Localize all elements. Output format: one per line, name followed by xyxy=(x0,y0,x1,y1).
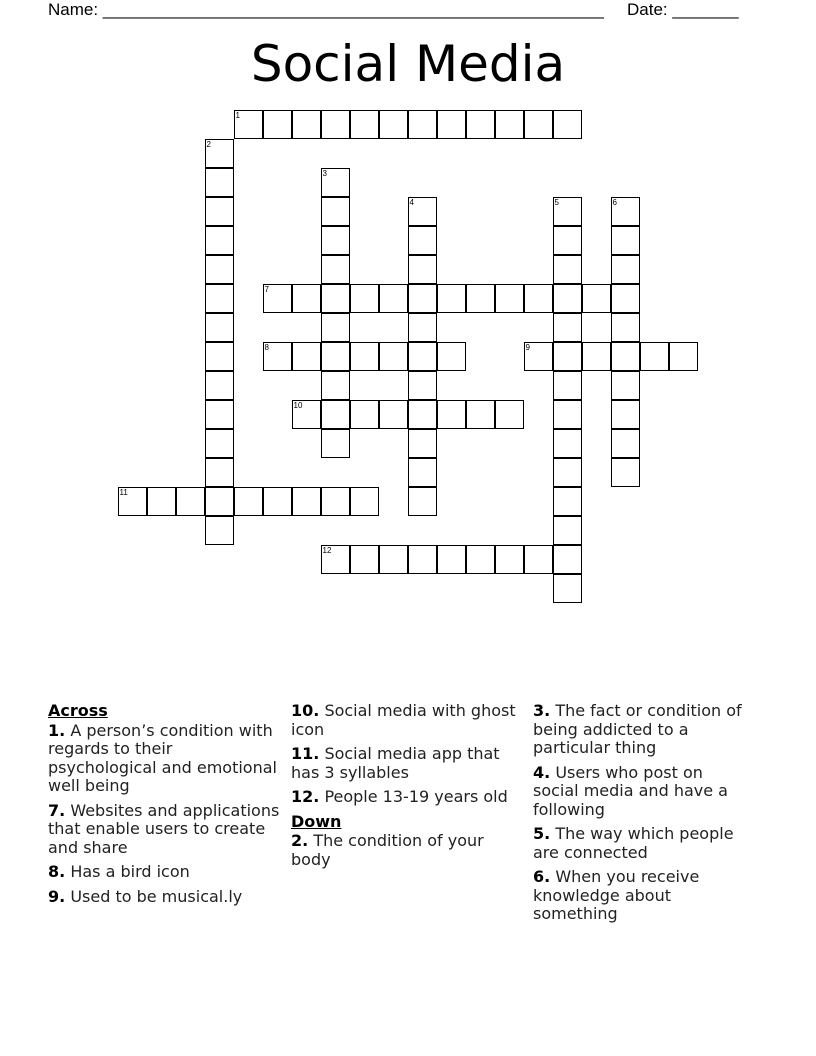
grid-cell[interactable] xyxy=(205,458,234,487)
grid-cell[interactable] xyxy=(611,400,640,429)
clues-column-1 xyxy=(48,702,283,912)
grid-cell[interactable] xyxy=(321,342,350,371)
grid-cell[interactable] xyxy=(205,197,234,226)
grid-cell[interactable] xyxy=(640,342,669,371)
grid-cell[interactable] xyxy=(553,371,582,400)
clue-text: People 13-19 years old xyxy=(324,787,508,806)
grid-cell[interactable] xyxy=(350,284,379,313)
grid-cell[interactable] xyxy=(408,545,437,574)
grid-cell[interactable] xyxy=(524,110,553,139)
grid-cell[interactable] xyxy=(205,226,234,255)
clue-number: 3. xyxy=(533,701,551,720)
clue-number: 4. xyxy=(533,762,551,782)
grid-clue-number: 10 xyxy=(293,401,303,410)
grid-cell[interactable] xyxy=(611,429,640,458)
clue-across-7 xyxy=(48,802,283,858)
grid-cell[interactable] xyxy=(408,342,437,371)
grid-clue-number: 2 xyxy=(206,140,211,149)
grid-clue-number: 11 xyxy=(119,488,128,497)
grid-cell[interactable] xyxy=(205,168,234,197)
grid-cell[interactable] xyxy=(379,400,408,429)
grid-clue-number: 8 xyxy=(264,343,269,352)
grid-cell[interactable] xyxy=(263,110,292,139)
clues-column-2 xyxy=(291,702,521,875)
grid-cell[interactable] xyxy=(408,226,437,255)
clue-text: A person’s condition with regards to their psychological and emotional well being xyxy=(48,720,277,795)
grid-cell[interactable] xyxy=(205,371,234,400)
grid-cell[interactable] xyxy=(611,342,640,371)
grid-cell[interactable] xyxy=(553,284,582,313)
clue-down-4 xyxy=(533,764,753,820)
grid-cell[interactable] xyxy=(234,487,263,516)
grid-cell[interactable] xyxy=(553,255,582,284)
grid-cell[interactable] xyxy=(379,110,408,139)
clue-across-9 xyxy=(48,888,283,907)
grid-clue-number: 6 xyxy=(612,198,617,207)
grid-cell[interactable] xyxy=(292,487,321,516)
grid-clue-number: 3 xyxy=(322,169,327,178)
grid-cell[interactable] xyxy=(147,487,176,516)
grid-cell[interactable] xyxy=(408,255,437,284)
clue-number: 12. xyxy=(291,787,320,806)
down-heading: Down xyxy=(291,811,342,831)
grid-cell[interactable] xyxy=(379,545,408,574)
grid-cell[interactable] xyxy=(408,429,437,458)
grid-cell[interactable] xyxy=(437,545,466,574)
grid-cell[interactable] xyxy=(611,371,640,400)
grid-cell[interactable] xyxy=(466,110,495,139)
grid-cell[interactable] xyxy=(524,284,553,313)
grid-cell[interactable] xyxy=(437,400,466,429)
grid-cell[interactable] xyxy=(321,429,350,458)
grid-cell[interactable] xyxy=(321,226,350,255)
grid-cell[interactable] xyxy=(205,342,234,371)
grid-cell[interactable] xyxy=(611,313,640,342)
grid-cell[interactable] xyxy=(408,284,437,313)
clue-number: 8. xyxy=(48,862,66,881)
clue-across-12 xyxy=(291,788,521,807)
grid-cell[interactable] xyxy=(553,429,582,458)
grid-cell[interactable] xyxy=(437,284,466,313)
grid-cell[interactable] xyxy=(553,545,582,574)
grid-cell[interactable] xyxy=(350,487,379,516)
grid-cell[interactable] xyxy=(669,342,698,371)
grid-clue-number: 9 xyxy=(525,343,530,352)
grid-cell[interactable] xyxy=(205,255,234,284)
clue-across-11 xyxy=(291,745,521,782)
grid-cell[interactable] xyxy=(350,545,379,574)
grid-cell[interactable] xyxy=(321,110,350,139)
across-heading: Across xyxy=(48,701,108,720)
clue-text: The way which people are connected xyxy=(533,824,734,862)
clue-number: 7. xyxy=(48,800,66,820)
grid-clue-number: 7 xyxy=(264,285,269,294)
grid-cell[interactable] xyxy=(379,342,408,371)
clue-text: Has a bird icon xyxy=(70,862,190,881)
clues-column-3 xyxy=(533,702,753,930)
clue-down-2 xyxy=(291,832,521,869)
grid-cell[interactable] xyxy=(495,545,524,574)
clue-number: 11. xyxy=(291,744,320,763)
grid-clue-number: 1 xyxy=(235,111,240,120)
clue-text: When you receive knowledge about something xyxy=(533,867,700,923)
grid-cell[interactable] xyxy=(321,255,350,284)
grid-cell[interactable] xyxy=(437,342,466,371)
clue-text: Used to be musical.ly xyxy=(70,886,243,906)
grid-cell[interactable] xyxy=(321,400,350,429)
clue-down-3 xyxy=(533,702,753,758)
grid-cell[interactable] xyxy=(205,313,234,342)
grid-cell[interactable] xyxy=(553,574,582,603)
grid-cell[interactable] xyxy=(379,284,408,313)
grid-cell[interactable] xyxy=(263,487,292,516)
grid-cell[interactable] xyxy=(408,487,437,516)
clue-text: Social media app that has 3 syllables xyxy=(291,744,500,782)
grid-cell[interactable] xyxy=(350,342,379,371)
grid-cell[interactable] xyxy=(292,284,321,313)
clue-across-1 xyxy=(48,722,283,796)
grid-cell[interactable] xyxy=(350,400,379,429)
grid-cell[interactable] xyxy=(524,545,553,574)
grid-cell[interactable] xyxy=(495,400,524,429)
clue-number: 1. xyxy=(48,720,66,740)
grid-cell[interactable] xyxy=(582,342,611,371)
clue-number: 6. xyxy=(533,867,551,886)
grid-cell[interactable] xyxy=(582,284,611,313)
clue-text: Social media with ghost icon xyxy=(291,701,516,739)
grid-cell[interactable] xyxy=(553,458,582,487)
grid-cell[interactable] xyxy=(553,487,582,516)
clue-number: 9. xyxy=(48,886,66,906)
clue-across-10 xyxy=(291,702,521,739)
grid-cell[interactable] xyxy=(611,255,640,284)
clue-down-6 xyxy=(533,868,753,924)
grid-cell[interactable] xyxy=(408,400,437,429)
grid-cell[interactable] xyxy=(321,371,350,400)
clue-text: Users who post on social media and have a following xyxy=(533,762,728,819)
grid-cell[interactable] xyxy=(466,545,495,574)
clue-down-5 xyxy=(533,825,753,862)
grid-cell[interactable] xyxy=(553,516,582,545)
clue-number: 2. xyxy=(291,831,309,850)
grid-cell[interactable] xyxy=(292,342,321,371)
grid-cell[interactable] xyxy=(553,342,582,371)
grid-cell[interactable] xyxy=(553,226,582,255)
grid-cell[interactable] xyxy=(611,284,640,313)
grid-cell[interactable] xyxy=(205,516,234,545)
date-field-label: Date: _______ xyxy=(627,0,739,19)
grid-cell[interactable] xyxy=(205,429,234,458)
grid-cell[interactable] xyxy=(437,110,466,139)
name-field-label: Name: _____________________________________________________ xyxy=(48,0,604,19)
grid-cell[interactable] xyxy=(321,313,350,342)
grid-cell[interactable] xyxy=(292,110,321,139)
grid-cell[interactable] xyxy=(553,110,582,139)
grid-clue-number: 4 xyxy=(409,198,414,207)
page-title: Social Media xyxy=(250,35,566,93)
grid-cell[interactable] xyxy=(408,371,437,400)
grid-cell[interactable] xyxy=(205,400,234,429)
grid-cell[interactable] xyxy=(466,284,495,313)
grid-cell[interactable] xyxy=(495,110,524,139)
clue-text: The condition of your body xyxy=(291,831,484,869)
clue-number: 5. xyxy=(533,824,551,843)
clue-across-8 xyxy=(48,863,283,882)
grid-cell[interactable] xyxy=(321,487,350,516)
grid-cell[interactable] xyxy=(408,110,437,139)
clue-text: Websites and applications that enable users to create and share xyxy=(48,800,280,857)
grid-cell[interactable] xyxy=(321,284,350,313)
grid-clue-number: 5 xyxy=(554,198,559,207)
grid-cell[interactable] xyxy=(408,458,437,487)
grid-cell[interactable] xyxy=(205,284,234,313)
grid-cell[interactable] xyxy=(408,313,437,342)
grid-cell[interactable] xyxy=(611,226,640,255)
grid-cell[interactable] xyxy=(350,110,379,139)
grid-cell[interactable] xyxy=(205,487,234,516)
grid-cell[interactable] xyxy=(553,400,582,429)
grid-cell[interactable] xyxy=(176,487,205,516)
grid-cell[interactable] xyxy=(611,458,640,487)
clue-number: 10. xyxy=(291,701,320,720)
grid-cell[interactable] xyxy=(495,284,524,313)
grid-cell[interactable] xyxy=(321,197,350,226)
grid-cell[interactable] xyxy=(553,313,582,342)
grid-cell[interactable] xyxy=(466,400,495,429)
grid-clue-number: 12 xyxy=(322,546,332,555)
clue-text: The fact or condition of being addicted to a particular thing xyxy=(533,701,742,757)
